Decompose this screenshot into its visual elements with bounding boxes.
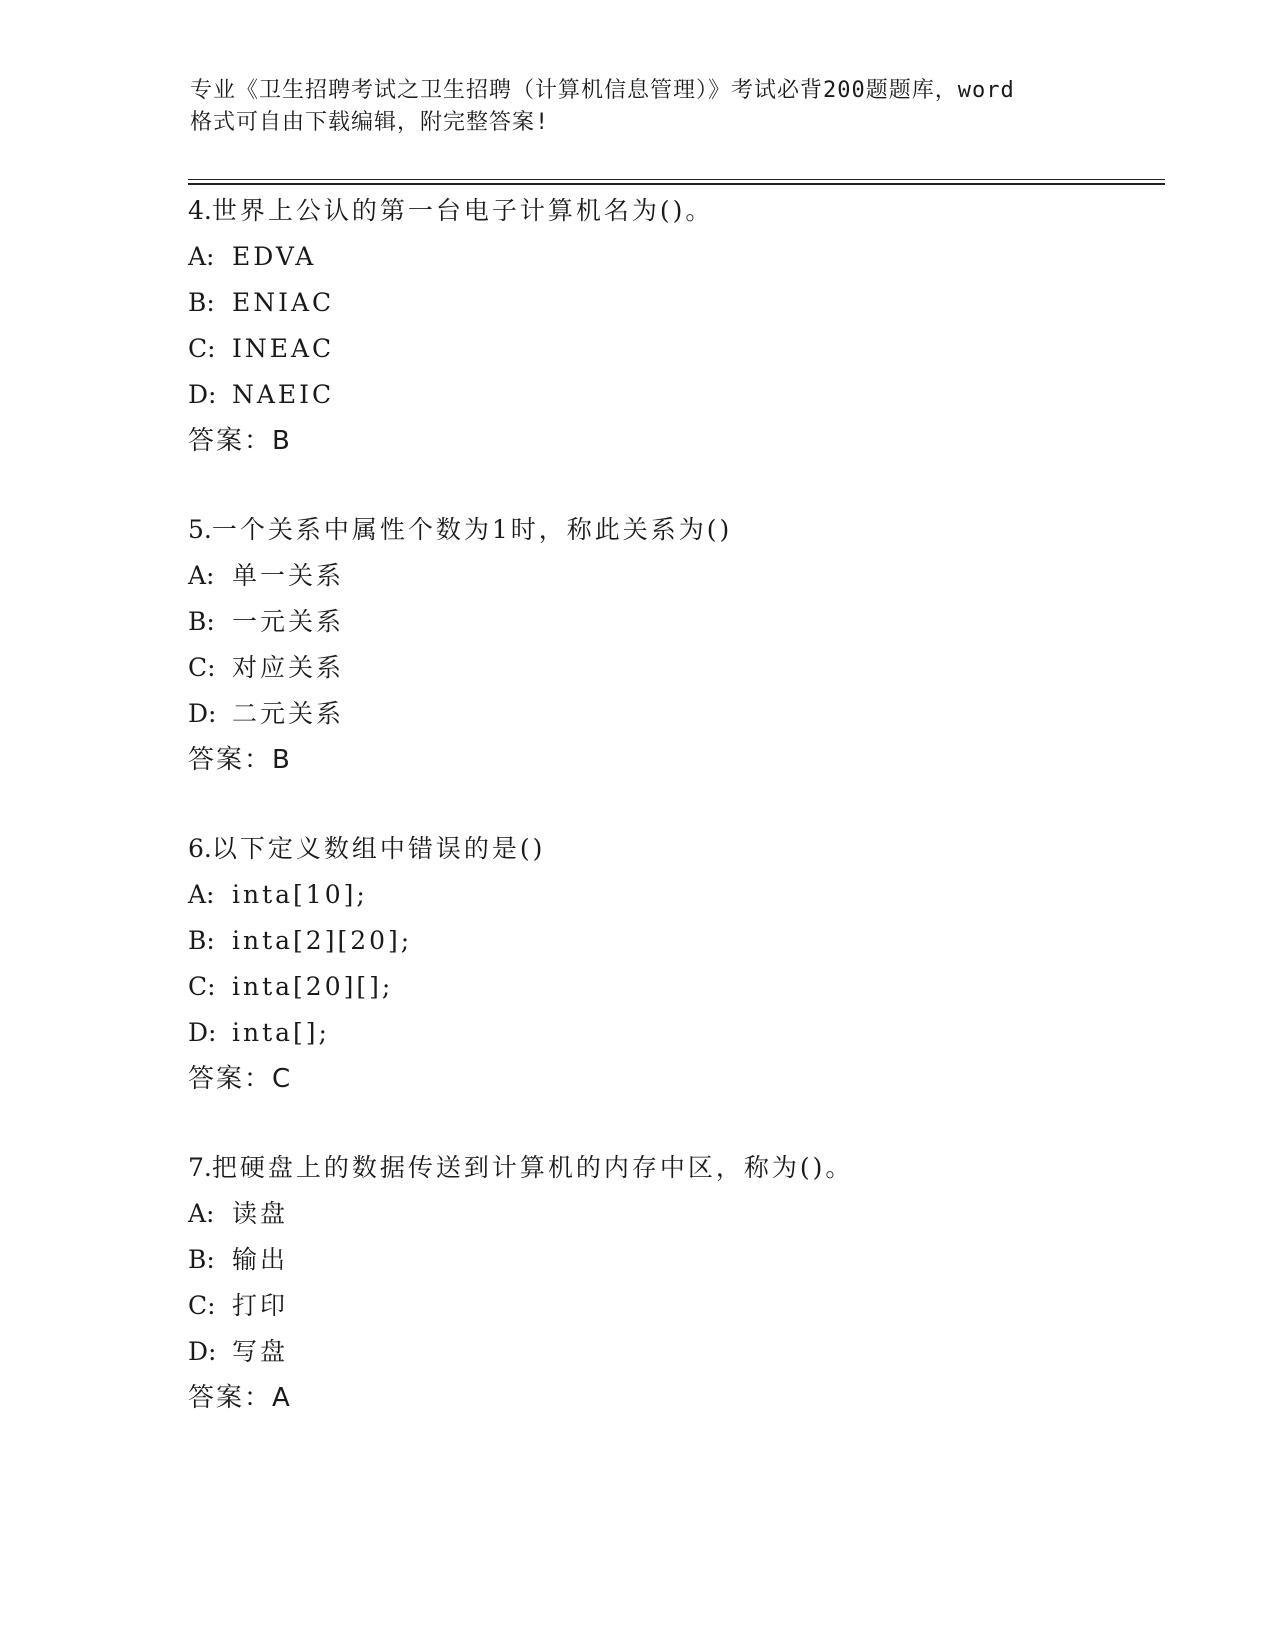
answer-line: 答案：A (188, 1383, 292, 1413)
option-text: 对应关系 (232, 653, 345, 682)
option-a (188, 872, 1168, 918)
answer-line: 答案：C (188, 1064, 293, 1094)
option-text: INEAC (232, 334, 335, 363)
question-block (188, 188, 1168, 464)
question-text: 以下定义数组中错误的是() (211, 834, 546, 863)
question-block (188, 826, 1168, 1102)
question-number: 7. (188, 1153, 212, 1182)
option-key: C: (188, 334, 216, 363)
option-a (188, 1191, 1168, 1237)
option-text: 一元关系 (232, 607, 345, 636)
option-text: 单一关系 (232, 561, 345, 590)
option-key: C: (188, 1291, 216, 1320)
question-title (188, 507, 1168, 553)
question-title (188, 188, 1168, 234)
question-text: 把硬盘上的数据传送到计算机的内存中区，称为()。 (211, 1153, 854, 1182)
option-text: 打印 (232, 1291, 289, 1320)
option-key: B: (188, 1245, 215, 1274)
option-text: inta[]; (232, 1018, 330, 1047)
option-key: B: (188, 607, 215, 636)
option-d (188, 1329, 1168, 1375)
option-key: A: (188, 561, 215, 590)
answer-line: 答案：B (188, 745, 292, 775)
question-number: 4. (188, 196, 212, 225)
option-d (188, 1010, 1168, 1056)
option-text: inta[20][]; (232, 972, 394, 1001)
question-number: 6. (188, 834, 212, 863)
question-title (188, 1145, 1168, 1191)
option-b (188, 280, 1168, 326)
option-d (188, 372, 1168, 418)
option-text: 读盘 (232, 1199, 289, 1228)
question-text: 一个关系中属性个数为1时，称此关系为() (211, 515, 733, 544)
document-header (190, 75, 1090, 139)
header-line-1: 专业《卫生招聘考试之卫生招聘（计算机信息管理）》考试必背200题题库，word (190, 78, 1015, 103)
option-text: 写盘 (232, 1337, 289, 1366)
option-key: D: (188, 1018, 217, 1047)
option-c (188, 964, 1168, 1010)
option-key: A: (188, 242, 215, 271)
option-a (188, 234, 1168, 280)
option-a (188, 553, 1168, 599)
option-b (188, 1237, 1168, 1283)
question-title (188, 826, 1168, 872)
option-text: inta[10]; (232, 880, 368, 909)
header-divider-thick (188, 183, 1165, 185)
option-c (188, 645, 1168, 691)
option-text: EDVA (232, 242, 317, 271)
option-b (188, 918, 1168, 964)
option-text: ENIAC (232, 288, 335, 317)
header-line-2: 格式可自由下载编辑，附完整答案! (190, 110, 550, 135)
option-text: NAEIC (232, 380, 335, 409)
option-c (188, 326, 1168, 372)
option-text: inta[2][20]; (232, 926, 413, 955)
question-text: 世界上公认的第一台电子计算机名为()。 (211, 196, 714, 225)
question-number: 5. (188, 515, 212, 544)
option-key: A: (188, 880, 215, 909)
question-block (188, 507, 1168, 783)
question-block (188, 1145, 1168, 1421)
answer-line: 答案：B (188, 426, 292, 456)
option-key: B: (188, 926, 215, 955)
option-key: D: (188, 380, 217, 409)
option-key: D: (188, 699, 217, 728)
option-c (188, 1283, 1168, 1329)
option-key: A: (188, 1199, 215, 1228)
option-key: B: (188, 288, 215, 317)
option-key: C: (188, 972, 216, 1001)
option-key: D: (188, 1337, 217, 1366)
option-text: 二元关系 (232, 699, 345, 728)
option-b (188, 599, 1168, 645)
option-text: 输出 (232, 1245, 289, 1274)
option-d (188, 691, 1168, 737)
header-divider-thin (188, 179, 1165, 180)
option-key: C: (188, 653, 216, 682)
